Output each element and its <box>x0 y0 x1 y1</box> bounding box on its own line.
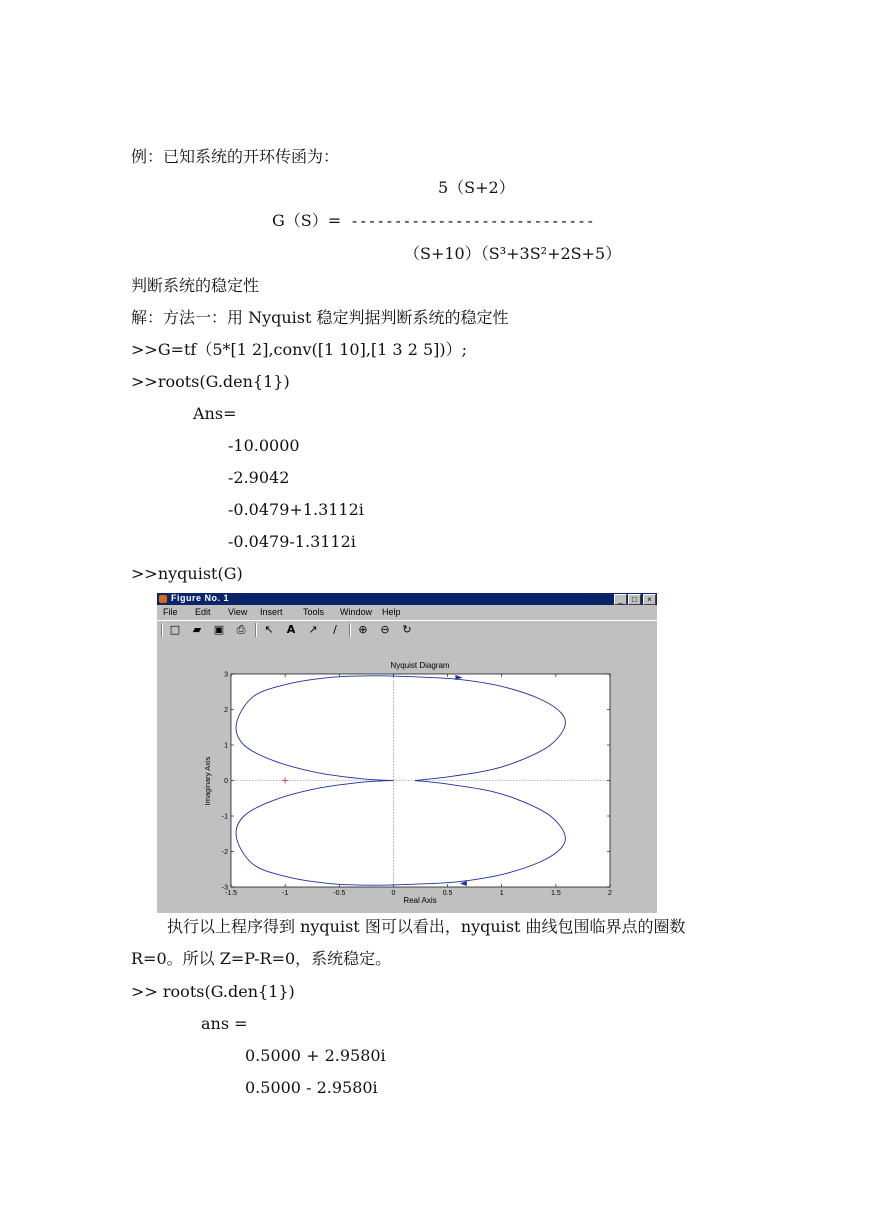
root-value-2: 0.5000 + 2.9580i <box>245 1046 386 1065</box>
ans-label-2: ans = <box>201 1014 248 1033</box>
command-tf: >>G=tf（5*[1 2],conv([1 10],[1 3 2 5])）; <box>131 340 468 359</box>
menu-window[interactable]: Window <box>340 607 373 617</box>
root-value: -0.0479-1.3112i <box>228 532 356 551</box>
menu-tools[interactable]: Tools <box>303 607 325 617</box>
zoom-out-icon[interactable]: ⊖ <box>380 623 390 636</box>
method-text: 解：方法一：用 Nyquist 稳定判据判断系统的稳定性 <box>131 308 509 327</box>
y-tick-label: 1 <box>224 742 228 750</box>
tf-fraction-bar: ---------------------------- <box>350 212 595 230</box>
root-value-2: 0.5000 - 2.9580i <box>245 1078 378 1097</box>
open-folder-icon[interactable]: ▰ <box>192 623 202 636</box>
menu-insert[interactable]: Insert <box>260 607 283 617</box>
nyquist-figure <box>157 639 657 913</box>
root-value: -10.0000 <box>228 436 300 455</box>
conclusion-line-1: 执行以上程序得到 nyquist 图可以看出，nyquist 曲线包围临界点的圈数 <box>167 917 686 936</box>
rotate-icon[interactable]: ↻ <box>402 623 412 636</box>
y-axis-label: Imaginary Axis <box>203 756 212 806</box>
y-tick-label: 3 <box>224 671 228 679</box>
print-icon[interactable]: ⎙ <box>236 623 246 636</box>
maximize-button[interactable]: □ <box>628 594 641 605</box>
question-text: 判断系统的稳定性 <box>131 276 260 295</box>
x-tick-label: 1 <box>499 890 504 897</box>
toolbar-separator <box>161 623 163 637</box>
x-tick-label: 0 <box>391 890 396 897</box>
menu-edit[interactable]: Edit <box>195 607 211 617</box>
x-tick-label: 0.5 <box>442 890 453 897</box>
menu-help[interactable]: Help <box>382 607 401 617</box>
command-nyquist: >>nyquist(G) <box>131 564 243 583</box>
ans-label: Ans= <box>193 404 237 423</box>
root-value: -2.9042 <box>228 468 290 487</box>
insert-text-icon[interactable]: A <box>286 623 296 636</box>
zoom-in-icon[interactable]: ⊕ <box>358 623 368 636</box>
tf-lhs: G（S）= <box>272 211 342 230</box>
close-button[interactable]: × <box>643 594 656 605</box>
example-heading: 例：已知系统的开环传函为： <box>131 147 340 166</box>
y-tick-label: 0 <box>224 778 228 785</box>
tf-numerator: 5（S+2） <box>438 178 515 197</box>
figure-window <box>157 593 657 913</box>
figure-title-bar[interactable] <box>157 593 657 605</box>
root-value: -0.0479+1.3112i <box>228 500 364 519</box>
menu-file[interactable]: File <box>163 607 178 617</box>
y-tick-label: -2 <box>221 849 228 856</box>
tf-denominator: （S+10）（S³+3S²+2S+5） <box>404 244 622 263</box>
insert-arrow-icon[interactable]: ↗ <box>308 623 318 636</box>
figure-title: Figure No. 1 <box>171 593 230 603</box>
toolbar-separator <box>349 623 351 637</box>
x-tick-label: -1 <box>282 890 289 897</box>
y-tick-label: 2 <box>224 707 228 714</box>
x-tick-label: 1.5 <box>550 890 561 897</box>
x-tick-label: -0.5 <box>333 890 346 897</box>
select-arrow-icon[interactable]: ↖ <box>264 623 274 636</box>
chart-title: Nyquist Diagram <box>390 661 450 670</box>
y-tick-label: -1 <box>221 813 228 821</box>
x-axis-label: Real Axis <box>403 896 437 905</box>
save-icon[interactable]: ▣ <box>213 623 225 636</box>
y-tick-label: -3 <box>221 884 228 892</box>
command-roots: >>roots(G.den{1}) <box>131 372 290 391</box>
new-file-icon[interactable]: □ <box>169 623 181 636</box>
conclusion-line-2: R=0。所以 Z=P-R=0，系统稳定。 <box>131 949 392 968</box>
matlab-icon <box>159 595 167 603</box>
x-tick-label: -1.5 <box>224 890 238 897</box>
toolbar-separator <box>255 623 257 637</box>
command-roots-2: >> roots(G.den{1}) <box>131 982 295 1001</box>
x-tick-label: 2 <box>608 890 612 897</box>
insert-line-icon[interactable]: ∕ <box>333 623 337 636</box>
minimize-button[interactable]: _ <box>614 594 627 605</box>
menu-view[interactable]: View <box>228 607 248 617</box>
figure-toolbar <box>157 620 657 640</box>
menu-bar <box>157 606 657 619</box>
